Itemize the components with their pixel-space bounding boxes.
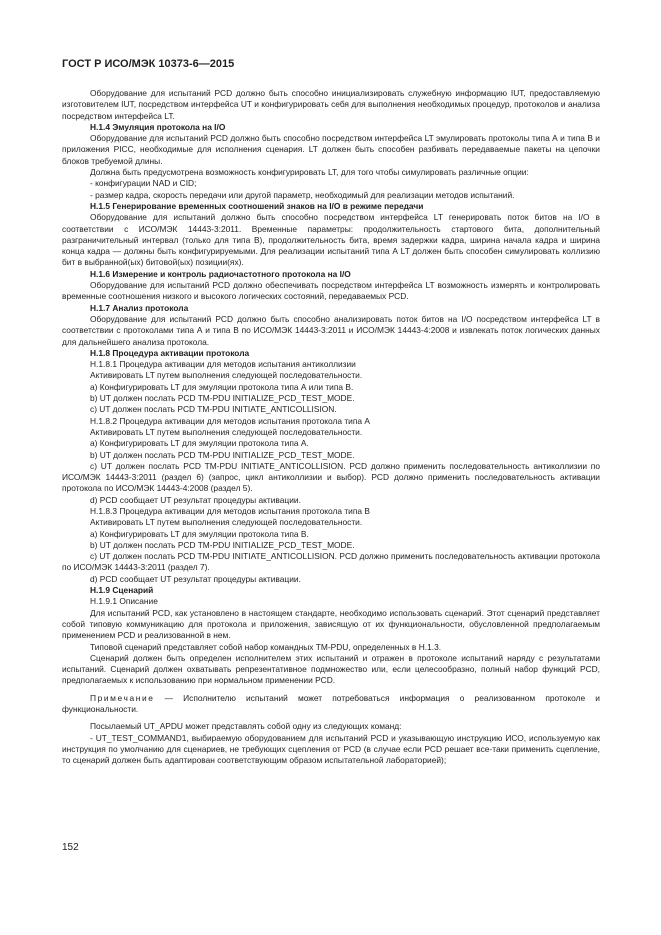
paragraph: Должна быть предусмотрена возможность конфигурировать LT, для того чтобы симулировать различные опции: — [90, 167, 529, 178]
list-item: d) PCD сообщает UT результат процедуры активации. — [90, 494, 301, 505]
list-item: c) UT должен послать PCD TM-PDU INITIATE_ANTICOLLISION. PCD должно применить последовательность антиколлизии по ИСО/МЭК 14443-3:2011 (раздел 6) (запрос, цикл антиколлизии и выбор). PCD должно применить последовательность активации протокола по ИСО/МЭК 14443-4:2008 (раздел 5). — [62, 460, 600, 494]
paragraph: Сценарий должен быть определен исполнителем этих испытаний и отражен в протоколе испытаний наряду с результатами испытаний. Сценарий должен охватывать репрезентативное подмножество или, если целесообразно, полный набор функций PCD, предполагаемых к использованию при нормальном применении PCD. — [62, 652, 600, 686]
paragraph: Активировать LT путем выполнения следующей последовательности. — [90, 517, 363, 528]
paragraph: Для испытаний PCD, как установлено в настоящем стандарте, необходимо использовать сценарий. Этот сценарий представляет собой типовую коммуникацию для протокола и приложения, зависящую от их функциональности, обусловленной предполагаемым применением PCD и реализованной в нем. — [62, 607, 600, 641]
list-item: a) Конфигурировать LT для эмуляции протокола типа В. — [90, 528, 309, 539]
paragraph: Оборудование для испытаний PCD должно обеспечивать посредством интерфейса LT возможность измерять и контролировать временные соотношения низкого и высокого логических состояний, передаваемых PCD. — [62, 280, 600, 302]
list-item: a) Конфигурировать LT для эмуляции протокола типа А. — [90, 438, 309, 449]
paragraph: Оборудование для испытаний PCD должно быть способно инициализировать служебную информацию IUT, предоставляемую изготовителем IUT, посредством интерфейса UT и конфигурировать себя для выполнения необходимых процедур, протоколов и анализа посредством интерфейса LT. — [62, 88, 600, 121]
paragraph: Оборудование для испытаний PCD должно быть способно анализировать поток битов на I/O посредством интерфейса LT в соответствии с протоколами типа А и типа В по ИСО/МЭК 14443-3:2011 и ИСО/МЭК 14443-4:2008 и извлекать поток логических данных для дальнейшего анализа протокола. — [62, 313, 600, 347]
page-number: 152 — [62, 842, 79, 853]
section-heading: Н.1.6 Измерение и контроль радиочастотного протокола на I/O — [90, 268, 351, 279]
list-item: - UT_TEST_COMMAND1, выбираемую оборудованием для испытаний PCD и указывающую инструкцию ИСО, используемую как инструкция по умолчанию для сценариев, не требующих сцепления от PCD (в случае если PCD решает все-таки применить сцепление, то сценарий должен быть адаптирован соответствующим образом испытательной лабораторией); — [62, 732, 600, 766]
page-body — [62, 88, 600, 767]
subsection-title: Н.1.8.1 Процедура активации для методов испытания антиколлизии — [90, 359, 356, 370]
note-label: Примечание — [90, 692, 155, 703]
list-item: c) UT должен послать PCD TM-PDU INITIATE_ANTICOLLISION. PCD должно применить последовательность активации протокола по ИСО/МЭК 14443-3:2011 (раздел 7). — [62, 551, 600, 573]
section-heading: Н.1.9 Сценарий — [90, 585, 154, 596]
paragraph: Оборудование для испытаний PCD должно быть способно посредством интерфейса LT эмулировать протоколы типа А и типа В и приложения PICC, необходимые для исполнения сценария. LT должен быть способен разбивать передаваемые пакеты на цепочки блоков требуемой длины. — [62, 133, 600, 166]
section-heading: Н.1.7 Анализ протокола — [90, 302, 189, 313]
list-item: - конфигурации NAD и CID; — [90, 178, 197, 189]
subsection-title: Н.1.9.1 Описание — [90, 596, 158, 607]
paragraph: Активировать LT путем выполнения следующей последовательности. — [90, 426, 363, 437]
document-header: ГОСТ Р ИСО/МЭК 10373-6—2015 — [62, 58, 235, 70]
note — [62, 693, 600, 716]
list-item: c) UT должен послать PCD TM-PDU INITIATE_ANTICOLLISION. — [90, 404, 337, 415]
paragraph: Оборудование для испытаний должно быть способно посредством интерфейса LT генерировать поток битов на I/O в соответствии с ИСО/МЭК 14443-3:2011. Временные параметры: продолжительность стартового бита, дополнительный разграничительный интервал (только для типа В), продолжительность бита, время задержки кадра, ширина начала кадра и ширина конца кадра — должны быть конфигурируемыми. Для реализации испытаний типа А LT должен быть способен симулировать коллизию бит в выбранной(ых) битовой(ых) позиции(ях). — [62, 212, 600, 268]
list-item: d) PCD сообщает UT результат процедуры активации. — [90, 573, 301, 584]
list-item: b) UT должен послать PCD TM-PDU INITIALIZE_PCD_TEST_MODE. — [90, 449, 355, 460]
note-text: — Исполнителю испытаний может потребоваться информация о реализованном протоколе и функциональности. — [62, 692, 600, 715]
subsection-title: Н.1.8.2 Процедура активации для методов испытания протокола типа А — [90, 415, 370, 426]
list-item: a) Конфигурировать LT для эмуляции протокола типа А или типа В. — [90, 381, 354, 392]
section-heading: Н.1.8 Процедура активации протокола — [90, 347, 250, 358]
list-item: - размер кадра, скорость передачи или другой параметр, необходимый для реализации методов испытаний. — [90, 189, 515, 200]
list-item: b) UT должен послать PCD TM-PDU INITIALIZE_PCD_TEST_MODE. — [90, 539, 355, 550]
list-item: b) UT должен послать PCD TM-PDU INITIALIZE_PCD_TEST_MODE. — [90, 393, 355, 404]
section-heading: Н.1.5 Генерирование временных соотношений знаков на I/O в режиме передачи — [90, 200, 424, 211]
paragraph: Активировать LT путем выполнения следующей последовательности. — [90, 370, 363, 381]
subsection-title: Н.1.8.3 Процедура активации для методов испытания протокола типа В — [90, 505, 370, 516]
section-heading: Н.1.4 Эмуляция протокола на I/O — [90, 121, 226, 132]
paragraph: Посылаемый UT_APDU может представлять собой одну из следующих команд: — [90, 721, 402, 732]
paragraph: Типовой сценарий представляет собой набор командных TM-PDU, определенных в Н.1.3. — [90, 641, 442, 652]
